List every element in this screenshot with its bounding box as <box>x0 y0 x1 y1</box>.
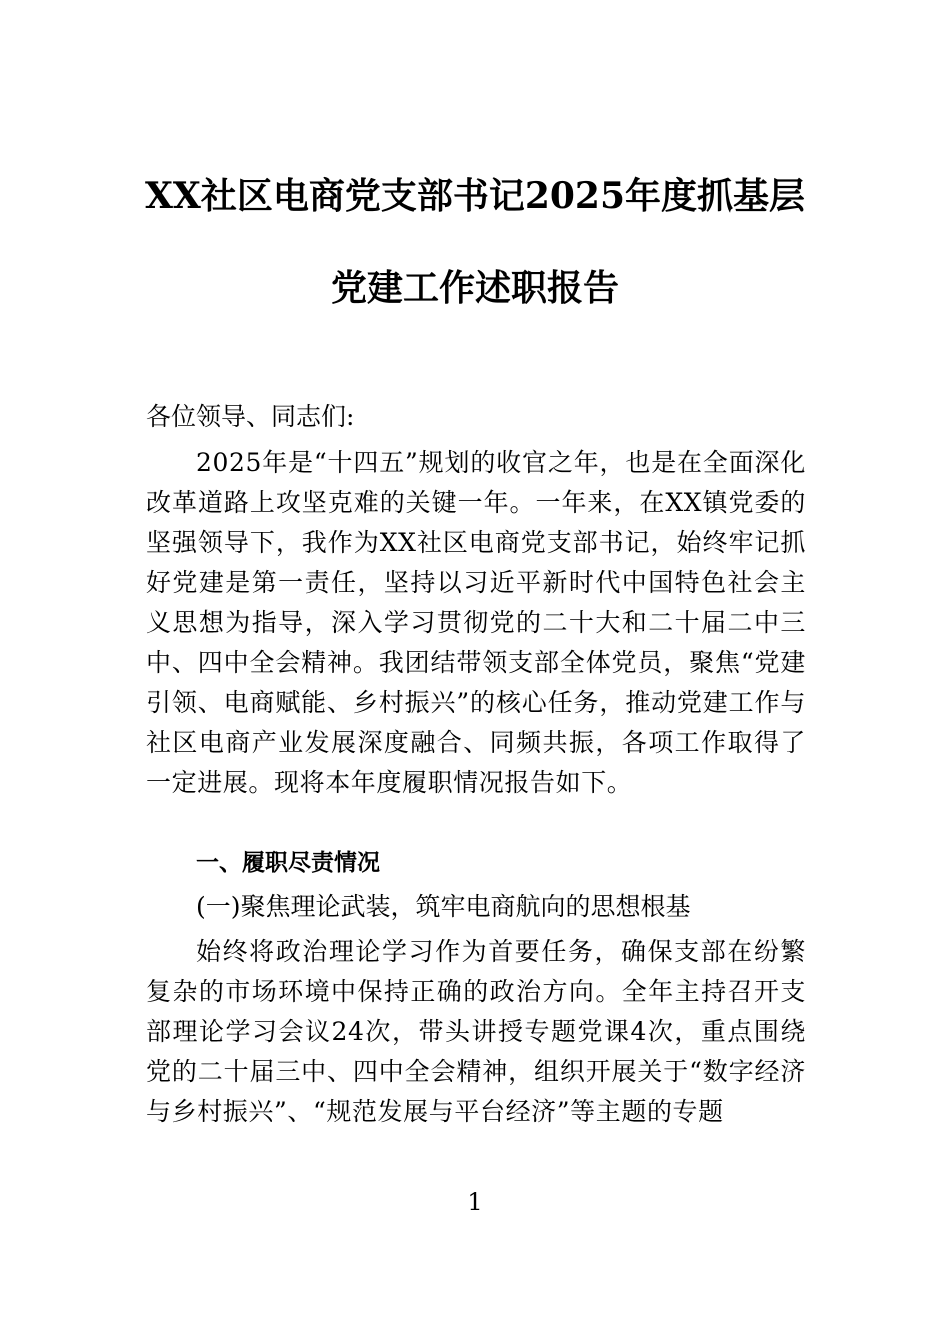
page-number: 1 <box>467 1188 483 1216</box>
document-title-line-1: XX社区电商党支部书记2025年度抓基层 <box>144 175 806 217</box>
intro-paragraph: 2025年是“十四五”规划的收官之年，也是在全面深化改革道路上攻坚克难的关键一年。一年来，在XX镇党委的坚强领导下，我作为XX社区电商党支部书记，始终牢记抓好党建是第一责任，坚持以习近平新时代中国特色社会主义思想为指导，深入学习贯彻党的二十大和二十届二中三中、四中全会精神。我团结带领支部全体党员，聚焦“党建引领、电商赋能、乡村振兴”的核心任务，推动党建工作与社区电商产业发展深度融合、同频共振，各项工作取得了一定进展。现将本年度履职情况报告如下。 <box>146 448 806 797</box>
subsection-heading: (一)聚焦理论武装，筑牢电商航向的思想根基 <box>196 892 691 921</box>
document-title-line-2: 党建工作述职报告 <box>330 267 619 309</box>
section-heading: 一、履职尽责情况 <box>196 850 380 876</box>
body-paragraph: 始终将政治理论学习作为首要任务，确保支部在纷繁复杂的市场环境中保持正确的政治方向。全年主持召开支部理论学习会议24次，带头讲授专题党课4次，重点围绕党的二十届三中、四中全会精神，组织开展关于“数字经济与乡村振兴”、“规范发展与平台经济”等主题的专题 <box>146 937 806 1126</box>
greeting: 各位领导、同志们: <box>146 402 355 431</box>
